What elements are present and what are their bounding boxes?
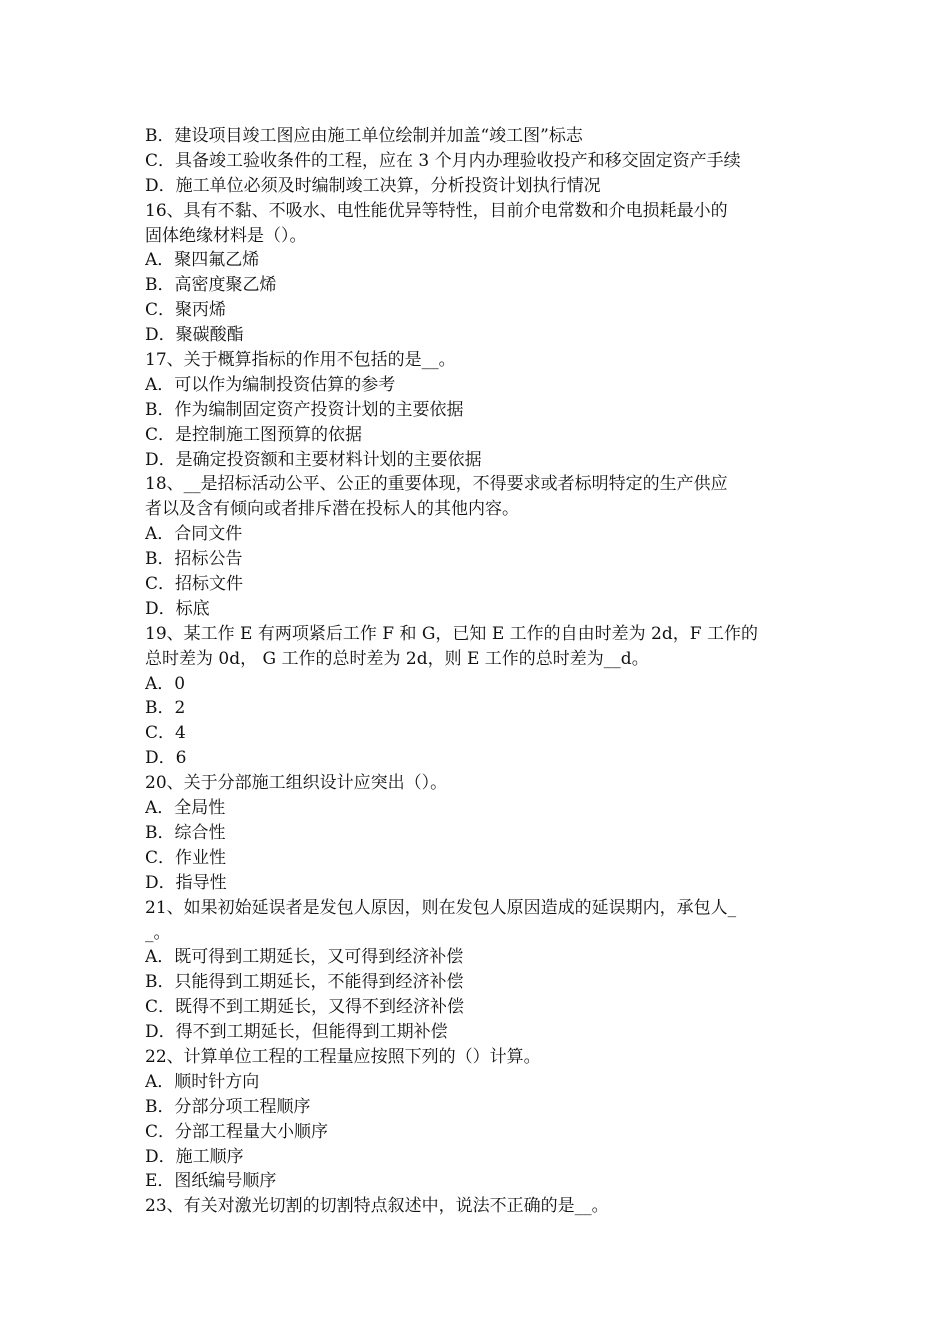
option-d: D．聚碳酸酯 xyxy=(145,325,244,346)
option-a: A．既可得到工期延长，又可得到经济补偿 xyxy=(145,947,464,968)
text-line: _。 xyxy=(145,922,171,943)
option-a: A．聚四氟乙烯 xyxy=(145,250,260,271)
text-line: 者以及含有倾向或者排斥潜在投标人的其他内容。 xyxy=(145,499,519,520)
text-line: C．具备竣工验收条件的工程，应在 3 个月内办理验收投产和移交固定资产手续 xyxy=(145,150,741,171)
option-b: B．2 xyxy=(145,698,186,719)
question-18: 18、__是招标活动公平、公正的重要体现，不得要求或者标明特定的生产供应 xyxy=(145,474,728,495)
option-d: D．是确定投资额和主要材料计划的主要依据 xyxy=(145,449,482,470)
option-d: D．指导性 xyxy=(145,872,227,893)
question-20: 20、关于分部施工组织设计应突出（）。 xyxy=(145,773,448,794)
option-b: B．分部分项工程顺序 xyxy=(145,1096,311,1117)
option-d: D．6 xyxy=(145,748,187,769)
option-d: D．标底 xyxy=(145,598,210,619)
option-b: B．作为编制固定资产投资计划的主要依据 xyxy=(145,399,464,420)
option-a: A．可以作为编制投资估算的参考 xyxy=(145,374,396,395)
option-b: B．高密度聚乙烯 xyxy=(145,275,277,296)
text-line: 固体绝缘材料是（）。 xyxy=(145,225,307,246)
option-c: C．聚丙烯 xyxy=(145,300,227,321)
option-a: A．全局性 xyxy=(145,798,226,819)
question-21: 21、如果初始延误者是发包人原因，则在发包人原因造成的延误期内，承包人_ xyxy=(145,897,737,918)
text-line: B．建设项目竣工图应由施工单位绘制并加盖“竣工图”标志 xyxy=(145,126,583,146)
option-c: C．作业性 xyxy=(145,847,227,868)
question-16: 16、具有不黏、不吸水、电性能优异等特性，目前介电常数和介电损耗最小的 xyxy=(145,200,728,221)
option-c: C．是控制施工图预算的依据 xyxy=(145,424,363,445)
question-23: 23、有关对激光切割的切割特点叙述中，说法不正确的是__。 xyxy=(145,1196,609,1217)
option-a: A．0 xyxy=(145,673,186,694)
option-e: E．图纸编号顺序 xyxy=(145,1171,277,1192)
text-line: 总时差为 0d， G 工作的总时差为 2d，则 E 工作的总时差为__d。 xyxy=(145,648,649,669)
document-body xyxy=(145,124,810,1219)
option-b: B．只能得到工期延长，不能得到经济补偿 xyxy=(145,972,464,993)
option-c: C．招标文件 xyxy=(145,574,244,595)
option-b: B．招标公告 xyxy=(145,549,243,570)
option-a: A．顺时针方向 xyxy=(145,1071,260,1092)
option-c: C．既得不到工期延长，又得不到经济补偿 xyxy=(145,997,465,1018)
question-17: 17、关于概算指标的作用不包括的是__。 xyxy=(145,350,456,371)
question-22: 22、计算单位工程的工程量应按照下列的（）计算。 xyxy=(145,1046,541,1067)
text-line: D．施工单位必须及时编制竣工决算，分析投资计划执行情况 xyxy=(145,175,601,196)
option-a: A．合同文件 xyxy=(145,524,243,545)
option-d: D．得不到工期延长，但能得到工期补偿 xyxy=(145,1022,448,1043)
question-19: 19、某工作 E 有两项紧后工作 F 和 G，已知 E 工作的自由时差为 2d，F 工作的 xyxy=(145,623,758,644)
option-b: B．综合性 xyxy=(145,822,226,843)
option-c: C．4 xyxy=(145,723,186,744)
option-d: D．施工顺序 xyxy=(145,1146,244,1167)
option-c: C．分部工程量大小顺序 xyxy=(145,1121,329,1142)
